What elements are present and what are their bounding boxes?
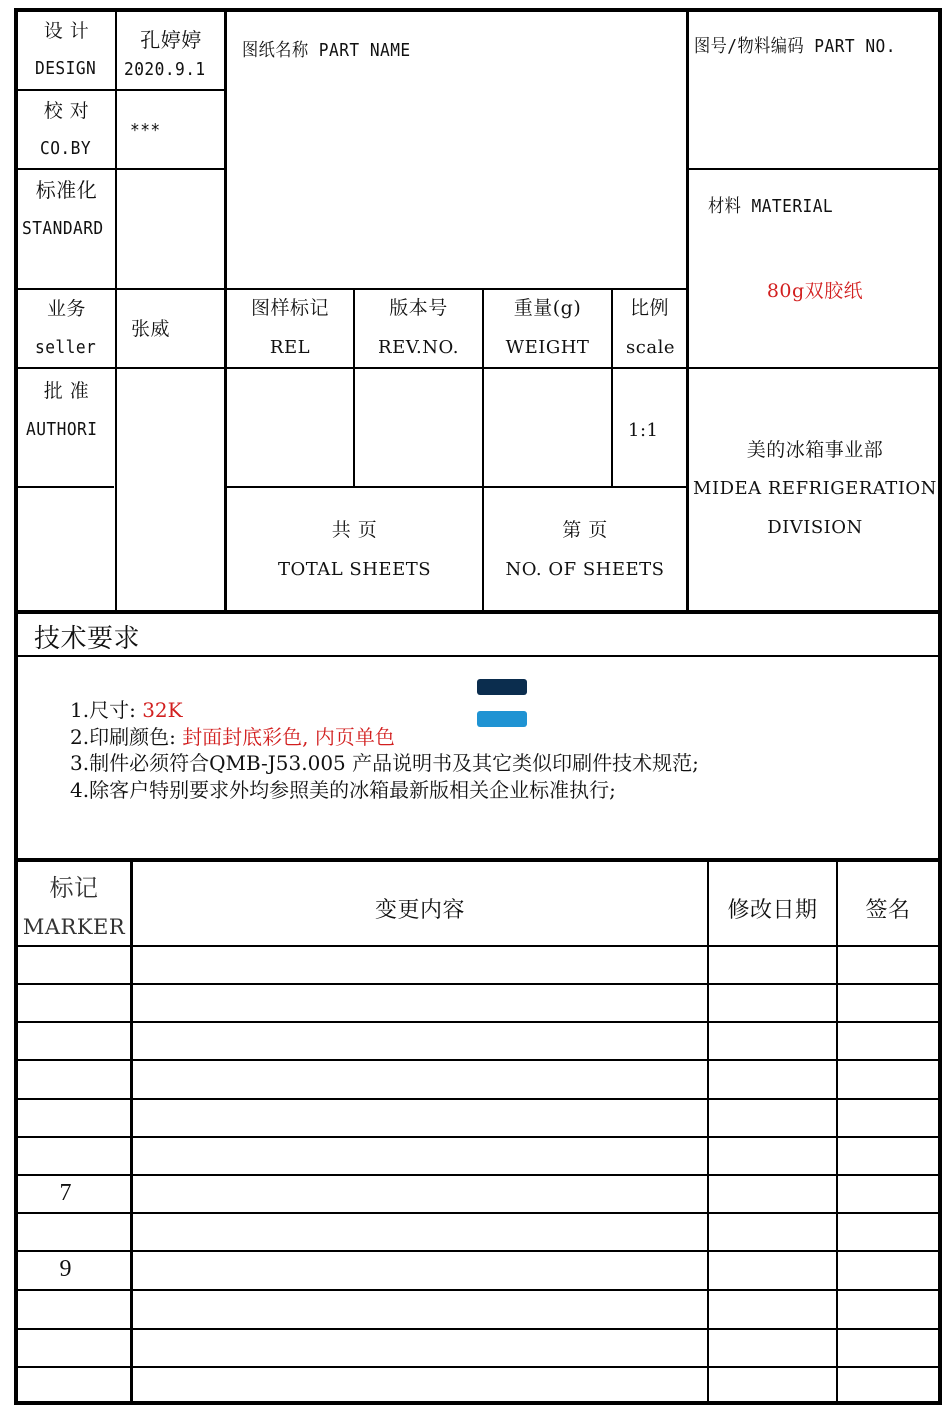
standard-label-en: STANDARD (22, 218, 104, 239)
tech-item-3: 3.制件必须符合QMB-J53.005 产品说明书及其它类似印刷件技术规范; (70, 751, 699, 775)
revision-row-divider (14, 983, 942, 985)
material-label: 材料 MATERIAL (708, 196, 834, 217)
change-date-header: 修改日期 (727, 898, 818, 923)
company-name-en-2: DIVISION (767, 517, 863, 538)
revision-row-marker: 9 (59, 1256, 72, 1282)
approve-label-cn: 批 准 (43, 380, 90, 402)
approve-label-en: AUTHORI (26, 419, 98, 440)
rev-label-cn: 版本号 (389, 297, 448, 319)
revision-row-divider (14, 1098, 942, 1100)
check-label-cn: 校 对 (43, 100, 90, 122)
standard-label-cn: 标准化 (35, 178, 98, 202)
revision-row-divider (14, 1174, 942, 1176)
marker-header-en: MARKER (22, 915, 126, 939)
part-no-label: 图号/物料编码 PART NO. (694, 36, 896, 57)
dark-blue-swatch (477, 679, 527, 695)
revision-row-marker: 7 (59, 1180, 72, 1206)
rel-label-en: REL (269, 337, 311, 358)
revision-row-divider (14, 1059, 942, 1061)
weight-label-cn: 重量(g) (513, 297, 582, 319)
revision-row-divider (14, 1250, 942, 1252)
scale-value: 1:1 (628, 420, 659, 441)
revision-row-divider (14, 1136, 942, 1138)
design-date: 2020.9.1 (124, 59, 206, 80)
tech-item-4: 4.除客户特别要求外均参照美的冰箱最新版相关企业标准执行; (70, 778, 616, 802)
rev-label-en: REV.NO. (378, 337, 459, 358)
light-blue-swatch (477, 711, 527, 727)
total-sheets-cn: 共 页 (331, 519, 378, 541)
change-content-header: 变更内容 (374, 898, 465, 923)
weight-label-en: WEIGHT (505, 337, 590, 358)
seller-label-en: seller (35, 337, 97, 358)
sheet-no-cn: 第 页 (562, 519, 608, 541)
scale-label-en: scale (626, 337, 675, 358)
revision-row-divider (14, 1289, 942, 1291)
rel-label-cn: 图样标记 (250, 297, 329, 319)
signature-header: 签名 (865, 898, 911, 923)
marker-header-cn: 标记 (49, 874, 99, 902)
revision-row-divider (14, 1021, 942, 1023)
design-label-en: DESIGN (35, 58, 97, 79)
tech-requirements-heading: 技术要求 (34, 624, 141, 654)
revision-row-divider (14, 945, 942, 947)
company-name-cn: 美的冰箱事业部 (746, 439, 884, 461)
check-label-en: CO.BY (40, 138, 92, 159)
company-name-en-1: MIDEA REFRIGERATION (693, 478, 937, 499)
material-value: 80g双胶纸 (766, 280, 864, 302)
revision-row-divider (14, 1366, 942, 1368)
tech-item-1: 1.尺寸: 32K (70, 698, 183, 722)
designer-name: 孔婷婷 (140, 28, 202, 52)
seller-label-cn: 业务 (46, 298, 86, 320)
sheet-no-en: NO. OF SHEETS (505, 559, 665, 580)
part-name-label: 图纸名称 PART NAME (242, 40, 411, 61)
tech-item-2: 2.印刷颜色: 封面封底彩色, 内页单色 (70, 725, 395, 749)
total-sheets-en: TOTAL SHEETS (277, 559, 432, 580)
design-label-cn: 设 计 (43, 20, 90, 42)
checker-name: *** (130, 120, 161, 141)
revision-row-divider (14, 1328, 942, 1330)
scale-label-cn: 比例 (629, 297, 669, 319)
revision-row-divider (14, 1212, 942, 1214)
seller-name: 张威 (131, 318, 171, 340)
